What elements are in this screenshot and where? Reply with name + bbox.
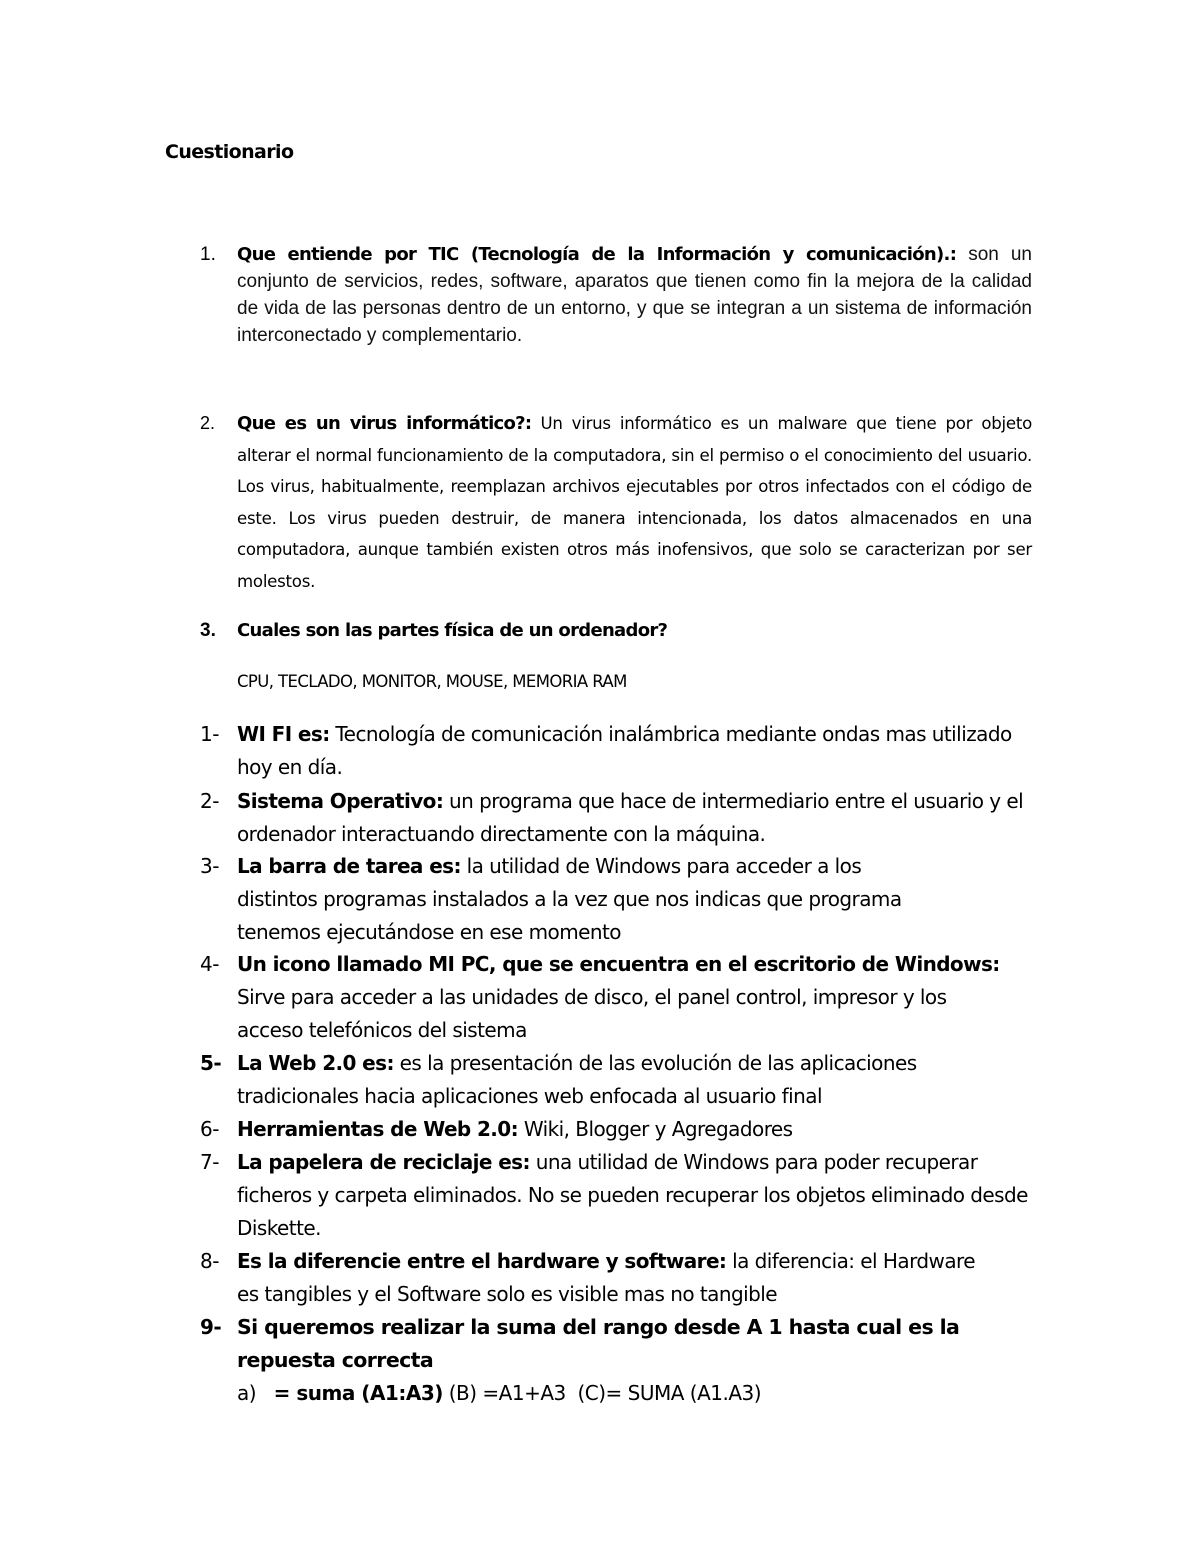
question-text: La barra de tarea es: — [237, 854, 461, 878]
answer-text: es la presentación de las evolución de las aplicaciones tradicionales hacia aplicaciones web enfocada al usuario final — [237, 1051, 917, 1108]
answer-text: Un virus informático es un malware que tiene por objeto alterar el normal funcionamiento de la computadora, sin el permiso o el conocimiento del usuario. Los virus, habitualmente, reemplazan archivos ejecutables por otros infectados con el código de este. Los virus pueden destruir, de manera intencionada, los datos almacenados en una computadora, aunque también existen otros más inofensivos, que solo se caracterizan por ser molestos. — [237, 414, 1032, 591]
question-text: La papelera de reciclaje es: — [237, 1150, 530, 1174]
option-label: a) — [237, 1381, 257, 1405]
question-item — [200, 850, 1032, 949]
question-text: WI FI es: — [237, 722, 330, 746]
question-number: 6- — [200, 1117, 219, 1141]
question-number: 4- — [200, 952, 219, 976]
question-body — [237, 241, 1032, 349]
question-item — [200, 1113, 1032, 1146]
question-body — [237, 408, 1032, 598]
question-item — [200, 620, 1032, 642]
question-body — [237, 1311, 977, 1377]
question-body — [237, 948, 1007, 1047]
question-item — [200, 1311, 1032, 1377]
question-text: Es la diferencie entre el hardware y software: — [237, 1249, 727, 1273]
other-options: (B) =A1+A3 (C)= SUMA (A1.A3) — [442, 1381, 762, 1405]
question-body — [237, 1047, 1037, 1113]
question-body — [237, 718, 1037, 784]
question-number: 2- — [200, 789, 219, 813]
answer-text: una utilidad de Windows para poder recuperar ficheros y carpeta eliminados. No se pueden recuperar los objetos eliminado desde Diskette. — [237, 1150, 1028, 1240]
question-number: 9- — [200, 1315, 222, 1339]
question-number: 1. — [200, 244, 216, 265]
question-text: Cuales son las partes física de un ordenador? — [237, 620, 668, 641]
question-body — [237, 1113, 1037, 1146]
question-text: Que es un virus informático?: — [237, 413, 532, 434]
question-text: Sistema Operativo: — [237, 789, 444, 813]
question-item — [200, 1146, 1032, 1245]
question-body — [237, 1245, 977, 1311]
answer-text: la diferencia: el Hardware es tangibles y el Software solo es visible mas no tangible — [237, 1249, 976, 1306]
question-item — [200, 241, 1032, 349]
answer-text: un programa que hace de intermediario entre el usuario y el ordenador interactuando directamente con la máquina. — [237, 789, 1024, 846]
question-item — [200, 408, 1032, 598]
question-number: 8- — [200, 1249, 219, 1273]
question-number: 3- — [200, 854, 219, 878]
question-item — [200, 718, 1032, 784]
question-text: La Web 2.0 es: — [237, 1051, 394, 1075]
answer-text: la utilidad de Windows para acceder a los distintos programas instalados a la vez que nos indicas que programa tenemos ejecutándose en ese momento — [237, 854, 902, 944]
question-text: Herramientas de Web 2.0: — [237, 1117, 519, 1141]
question-body — [237, 1146, 1037, 1245]
question-item — [200, 1047, 1032, 1113]
question-number: 3. — [200, 620, 216, 641]
question-number: 7- — [200, 1150, 219, 1174]
question-body — [237, 850, 927, 949]
question-item — [200, 785, 1032, 851]
answer-options — [237, 1377, 761, 1410]
answer-text: Tecnología de comunicación inalámbrica mediante ondas mas utilizado hoy en día. — [237, 722, 1012, 779]
answer-text: Sirve para acceder a las unidades de disco, el panel control, impresor y los acceso telefónicos del sistema — [237, 985, 947, 1042]
answer-text: Wiki, Blogger y Agregadores — [518, 1117, 793, 1141]
document-title: Cuestionario — [165, 141, 294, 163]
question-text: Que entiende por TIC (Tecnología de la Información y comunicación).: — [237, 244, 957, 265]
question-body — [237, 620, 1032, 642]
answer-text: son un conjunto de servicios, redes, software, aparatos que tienen como fin la mejora de la calidad de vida de las personas dentro de un entorno, y que se integran a un sistema de información interconectado y complementario. — [237, 244, 1032, 346]
answer-text: CPU, TECLADO, MONITOR, MOUSE, MEMORIA RAM — [237, 672, 627, 691]
question-number: 5- — [200, 1051, 222, 1075]
question-item — [200, 948, 1032, 1047]
question-number: 2. — [200, 413, 216, 433]
question-item — [200, 1245, 1032, 1311]
question-number: 1- — [200, 722, 219, 746]
question-text: Un icono llamado MI PC, que se encuentra en el escritorio de Windows: — [237, 952, 1000, 976]
question-body — [237, 785, 1037, 851]
correct-option: = suma (A1:A3) — [273, 1381, 443, 1405]
question-text: Si queremos realizar la suma del rango desde A 1 hasta cual es la repuesta correcta — [237, 1315, 960, 1372]
